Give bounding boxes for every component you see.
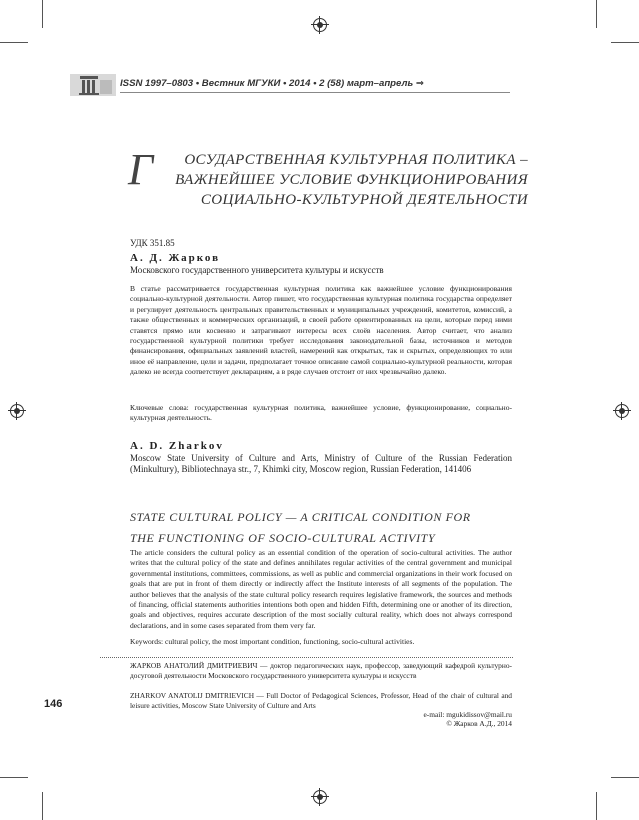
keywords-ru: Ключевые слова: государственная культурная политика, важнейшее условие, функционирование, социально-культурная деятельность. [130, 403, 512, 423]
registration-mark-icon [615, 404, 629, 418]
author-name-ru: А. Д. Жарков [130, 252, 221, 264]
author-name-en: A. D. Zharkov [130, 440, 224, 452]
udk-code: УДК 351.85 [130, 238, 175, 248]
author-affiliation-ru: Московского государственного университета культуры и искусств [130, 265, 384, 275]
journal-header: ISSN 1997–0803 • Вестник МГУКИ • 2014 • 2 (58) март–апрель ⇒ [120, 78, 424, 89]
copyright-notice: © Жарков А.Д., 2014 [446, 719, 512, 728]
author-bio-en: ZHARKOV ANATOLIJ DMITRIEVICH — Full Doctor of Pedagogical Sciences, Professor, Head of the chair of cultural and leisure activities, Moscow State University of Culture and Arts [130, 691, 512, 710]
crop-mark [0, 777, 28, 778]
crop-mark [611, 777, 639, 778]
abstract-ru: В статье рассматривается государственная культурная политика как важнейшее условие функционирования социально-культурной деятельности. Автор пишет, что государственная культурная политика государства определяет и регулирует деятельность центральных правительственных и муниципальных учреждений, комитетов, комиссий, а также общественных и коммерческих организаций, в своей работе ориентированных на цели, которые перед ними ставятся прямо или косвенно и затрагивают интересы всех слоёв населения. Автор считает, что анализ государственной культурной политики требует исследования законодательной базы, источников и методов финансирования, официальных заявлений властей, намерений как открытых, так и скрытых, определяющих то или иное её направление, цели и задачи, предполагает точное описание самой социально-культурной реальности, которая далеко не всегда соответствует декларациям, а в ряде случаев отстоит от них чрезвычайно далеко. [130, 284, 512, 377]
header-divider [120, 92, 510, 93]
registration-mark-icon [313, 790, 327, 804]
title-line-1: ОСУДАРСТВЕННАЯ КУЛЬТУРНАЯ ПОЛИТИКА – [184, 152, 528, 168]
author-email: e-mail: mgukidissov@mail.ru [423, 710, 512, 719]
crop-mark [42, 792, 43, 820]
title-initial: Г [128, 145, 154, 194]
registration-mark-icon [10, 404, 24, 418]
author-affiliation-en: Moscow State University of Culture and Arts, Ministry of Culture of the Russian Federation (Minkulturу), Bibliotechnaya str., 7, Khimki city, Moscow region, Russian Federation, 141406 [130, 453, 512, 474]
title-line-2: ВАЖНЕЙШЕЕ УСЛОВИЕ ФУНКЦИОНИРОВАНИЯ [175, 172, 528, 188]
crop-mark [42, 0, 43, 28]
title-en-line-1: STATE CULTURAL POLICY — A CRITICAL CONDITION FOR [130, 510, 471, 524]
title-line-3: СОЦИАЛЬНО-КУЛЬТУРНОЙ ДЕЯТЕЛЬНОСТИ [200, 192, 528, 208]
article-title-en [130, 507, 471, 549]
page-number: 146 [44, 698, 63, 710]
crop-mark [0, 42, 28, 43]
title-en-line-2: THE FUNCTIONING OF SOCIO-CULTURAL ACTIVITY [130, 531, 436, 545]
registration-mark-icon [313, 18, 327, 32]
abstract-en: The article considers the cultural policy as an essential condition of the operation of socio-cultural activities. The author writes that the cultural policy of the state and defines annihilates regular activities of the central government and municipal governmental institutions, committees, commissions, as well as public and commercial organizations in their work focused on goals that are put in front of them directly or indirectly affect the Institute interests of all segments of the population. The author believes that the analysis of the state cultural policy research requires legislative framework, the sources and methods of financing, official statements authorities intentions both open and hidden Fifth, determining one or another of its direction, goals and objectives, requires accurate description of the most socially cultural reality, which does not always correspond declarations, and in some cases separated from them very far. [130, 548, 512, 630]
footnote-divider [100, 657, 513, 658]
keywords-en: Keywords: cultural policy, the most important condition, functioning, socio-cultural activities. [130, 637, 415, 646]
crop-mark [611, 42, 639, 43]
crop-mark [596, 0, 597, 28]
author-bio-ru: ЖАРКОВ АНАТОЛИЙ ДМИТРИЕВИЧ — доктор педагогических наук, профессор, заведующий кафедрой культурно-досуговой деятельности Московского государственного университета культуры и искусств [130, 661, 512, 680]
crop-mark [596, 792, 597, 820]
article-title [128, 145, 528, 210]
journal-logo-icon [70, 70, 116, 96]
